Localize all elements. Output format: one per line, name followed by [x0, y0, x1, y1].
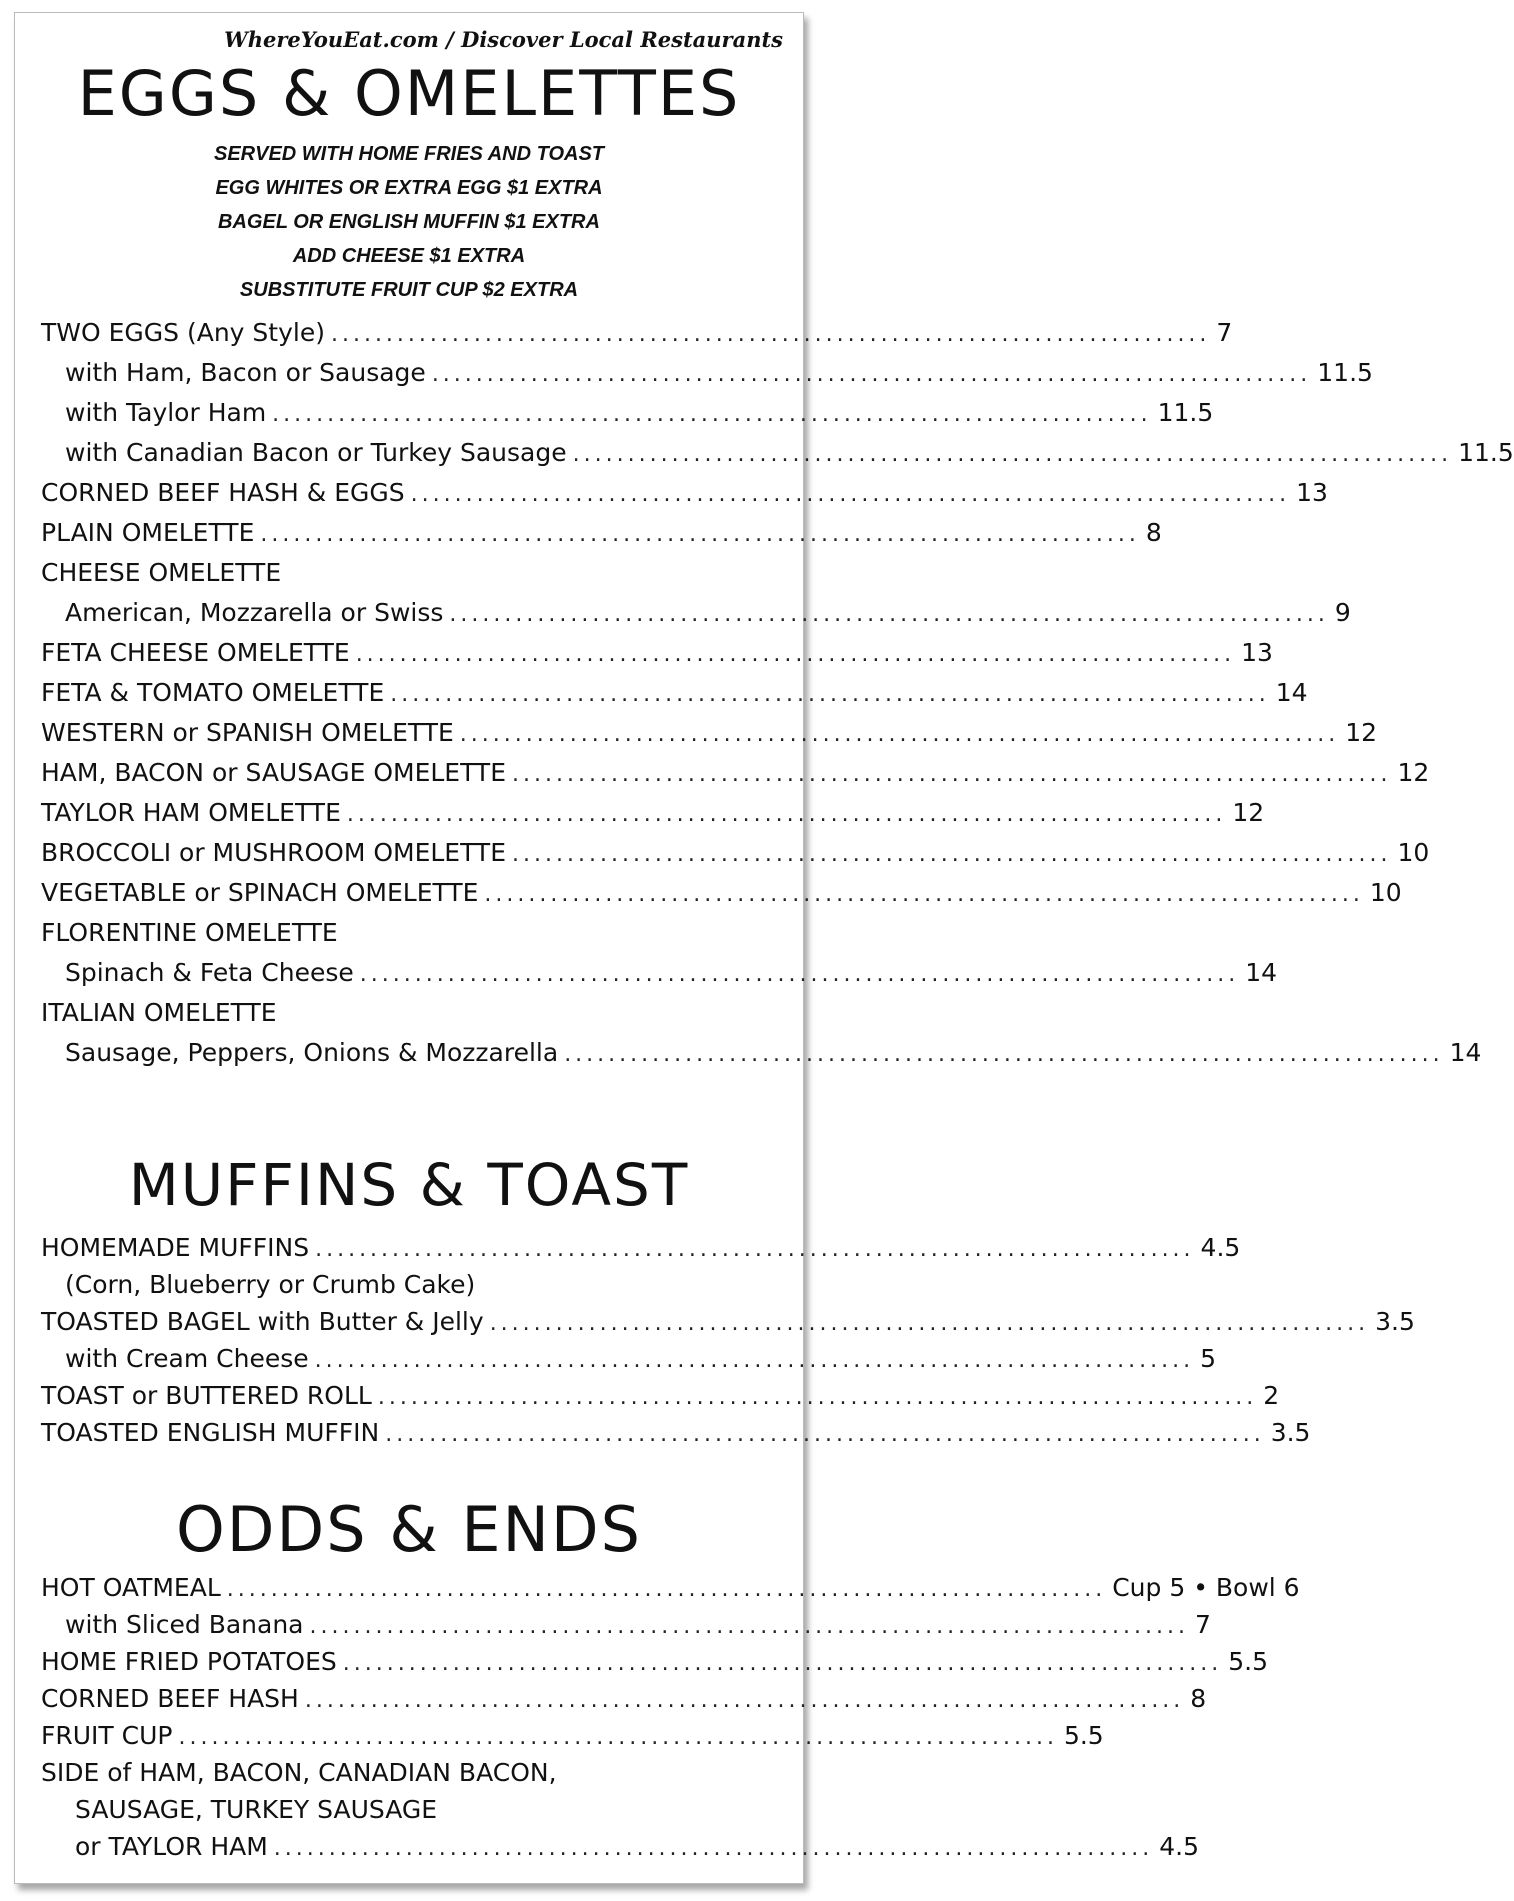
menu-item-heading: [15, 1754, 803, 1791]
section-title-odds: ODDS & ENDS: [175, 1493, 643, 1566]
dot-leader: ................................................................................: [572, 442, 1453, 467]
menu-item: [15, 1606, 1211, 1643]
dot-leader: ................................................................................: [377, 1385, 1258, 1410]
dot-leader: ................................................................................: [272, 402, 1152, 427]
dot-leader: ................................................................................: [512, 842, 1392, 867]
dot-leader: ................................................................................: [260, 522, 1140, 547]
menu-item: [15, 313, 1233, 353]
dot-leader: ................................................................................: [390, 682, 1270, 707]
dot-leader: ................................................................................: [342, 1651, 1223, 1676]
menu-item-note: [15, 1266, 803, 1303]
item-price: 14: [1275, 678, 1308, 707]
dot-leader: ................................................................................: [410, 482, 1291, 507]
item-price: 11.5: [1458, 438, 1514, 467]
item-price: 9: [1334, 598, 1351, 627]
menu-item: [15, 793, 1265, 833]
note-line: ADD CHEESE $1 EXTRA: [292, 245, 526, 267]
item-price: 13: [1241, 638, 1273, 667]
eggs-notes: [15, 137, 803, 307]
dot-leader: ................................................................................: [304, 1688, 1185, 1713]
item-price: 10: [1369, 878, 1402, 907]
menu-item-heading: [15, 553, 803, 593]
item-name: Spinach & Feta Cheese: [65, 958, 354, 987]
menu-item: [15, 1414, 1311, 1451]
note-line: BAGEL OR ENGLISH MUFFIN $1 EXTRA: [218, 211, 600, 233]
item-name: CORNED BEEF HASH & EGGS: [41, 478, 405, 507]
dot-leader: ................................................................................: [355, 642, 1236, 667]
item-name: ITALIAN OMELETTE: [41, 998, 277, 1027]
odds-list: [15, 1569, 1300, 1865]
item-name: American, Mozzarella or Swiss: [65, 598, 444, 627]
menu-item: [15, 873, 1402, 913]
item-name: or TAYLOR HAM: [75, 1832, 268, 1861]
dot-leader: ................................................................................: [459, 722, 1340, 747]
item-price: Cup 5 • Bowl 6: [1112, 1573, 1300, 1602]
item-name: SAUSAGE, TURKEY SAUSAGE: [75, 1795, 438, 1824]
item-name: PLAIN OMELETTE: [41, 518, 255, 547]
item-name: HOME FRIED POTATOES: [41, 1647, 337, 1676]
item-name: with Ham, Bacon or Sausage: [65, 358, 426, 387]
item-name: TAYLOR HAM OMELETTE: [41, 798, 341, 827]
dot-leader: ................................................................................: [315, 1237, 1195, 1262]
dot-leader: ................................................................................: [489, 1311, 1370, 1336]
item-price: 5.5: [1228, 1647, 1268, 1676]
menu-item: [15, 833, 1430, 873]
menu-item: [15, 1643, 1268, 1680]
item-price: 7: [1194, 1610, 1211, 1639]
dot-leader: ................................................................................: [512, 762, 1392, 787]
item-name: HOMEMADE MUFFINS: [41, 1233, 310, 1262]
menu-item: [15, 1377, 1280, 1414]
dot-leader: ................................................................................: [309, 1614, 1189, 1639]
item-name: BROCCOLI or MUSHROOM OMELETTE: [41, 838, 507, 867]
item-name: WESTERN or SPANISH OMELETTE: [41, 718, 454, 747]
item-name: TOAST or BUTTERED ROLL: [41, 1381, 372, 1410]
dot-leader: ................................................................................: [346, 802, 1227, 827]
item-name: HOT OATMEAL: [41, 1573, 221, 1602]
item-name: FLORENTINE OMELETTE: [41, 918, 338, 947]
item-price: 4.5: [1159, 1832, 1200, 1861]
item-name: CHEESE OMELETTE: [41, 558, 282, 587]
dot-leader: ................................................................................: [484, 882, 1364, 907]
menu-item: [15, 673, 1308, 713]
item-name: TOASTED BAGEL with Butter & Jelly: [41, 1307, 484, 1336]
note-line: SUBSTITUTE FRUIT CUP $2 EXTRA: [239, 279, 579, 301]
dot-leader: ................................................................................: [564, 1042, 1444, 1067]
item-name: FETA CHEESE OMELETTE: [41, 638, 350, 667]
dot-leader: ................................................................................: [178, 1725, 1058, 1750]
menu-item: [15, 473, 1328, 513]
menu-item: [15, 513, 1162, 553]
item-name: (Corn, Blueberry or Crumb Cake): [65, 1270, 476, 1299]
item-price: 12: [1345, 718, 1378, 747]
menu-item-heading: [15, 913, 803, 953]
muffins-list: [15, 1229, 1415, 1451]
menu-item: [15, 1717, 1104, 1754]
dot-leader: ................................................................................: [449, 602, 1329, 627]
section-title-eggs: EGGS & OMELETTES: [77, 57, 741, 130]
note-line: SERVED WITH HOME FRIES AND TOAST: [213, 143, 605, 165]
item-name: with Canadian Bacon or Turkey Sausage: [65, 438, 567, 467]
menu-item: [15, 713, 1378, 753]
item-price: 5.5: [1063, 1721, 1104, 1750]
eggs-list: [15, 313, 1514, 1073]
item-price: 11.5: [1157, 398, 1214, 427]
menu-item: [15, 593, 1351, 633]
menu-item-heading: [15, 993, 803, 1033]
item-name: with Cream Cheese: [65, 1344, 309, 1373]
menu-item: [15, 1569, 1300, 1606]
menu-item: [15, 1680, 1207, 1717]
section-title-muffins: MUFFINS & TOAST: [128, 1151, 690, 1219]
item-name: HAM, BACON or SAUSAGE OMELETTE: [41, 758, 506, 787]
item-name: CORNED BEEF HASH: [41, 1684, 299, 1713]
item-price: 4.5: [1200, 1233, 1241, 1262]
item-name: VEGETABLE or SPINACH OMELETTE: [41, 878, 479, 907]
menu-item-heading: [15, 1791, 803, 1828]
dot-leader: ................................................................................: [431, 362, 1312, 387]
menu-item: [15, 1303, 1415, 1340]
item-price: 12: [1232, 798, 1265, 827]
menu-item: [15, 1340, 1216, 1377]
dot-leader: ................................................................................: [330, 322, 1211, 347]
item-name: with Taylor Ham: [65, 398, 267, 427]
menu-item: [15, 953, 1278, 993]
item-name: Sausage, Peppers, Onions & Mozzarella: [65, 1038, 559, 1067]
menu-item: [15, 1229, 1241, 1266]
item-name: SIDE of HAM, BACON, CANADIAN BACON,: [41, 1758, 557, 1787]
item-name: TOASTED ENGLISH MUFFIN: [41, 1418, 380, 1447]
item-price: 8: [1190, 1684, 1207, 1713]
menu-item: [15, 393, 1214, 433]
item-price: 3.5: [1270, 1418, 1311, 1447]
dot-leader: ................................................................................: [359, 962, 1240, 987]
item-price: 14: [1245, 958, 1278, 987]
item-price: 3.5: [1375, 1307, 1415, 1336]
item-name: FETA & TOMATO OMELETTE: [41, 678, 385, 707]
site-banner: WhereYouEat.com / Discover Local Restaurants: [224, 27, 783, 52]
menu-item: [15, 433, 1514, 473]
item-price: 2: [1263, 1381, 1280, 1410]
menu-item: [15, 353, 1373, 393]
item-price: 8: [1145, 518, 1162, 547]
item-price: 12: [1397, 758, 1430, 787]
note-line: EGG WHITES OR EXTRA EGG $1 EXTRA: [215, 177, 603, 199]
dot-leader: ................................................................................: [226, 1577, 1107, 1602]
item-price: 14: [1449, 1038, 1482, 1067]
dot-leader: ................................................................................: [314, 1348, 1195, 1373]
item-name: TWO EGGS (Any Style): [41, 318, 325, 347]
menu-page: [14, 12, 1514, 1884]
dot-leader: ................................................................................: [273, 1836, 1154, 1861]
item-price: 5: [1200, 1344, 1216, 1373]
item-price: 11.5: [1317, 358, 1373, 387]
item-name: FRUIT CUP: [41, 1721, 173, 1750]
menu-item: [15, 753, 1430, 793]
item-price: 13: [1296, 478, 1328, 507]
item-price: 7: [1216, 318, 1233, 347]
dot-leader: ................................................................................: [385, 1422, 1265, 1447]
item-price: 10: [1397, 838, 1430, 867]
menu-item: [15, 1033, 1482, 1073]
menu-item: [15, 633, 1273, 673]
item-name: with Sliced Banana: [65, 1610, 304, 1639]
menu-item: [15, 1828, 1200, 1865]
